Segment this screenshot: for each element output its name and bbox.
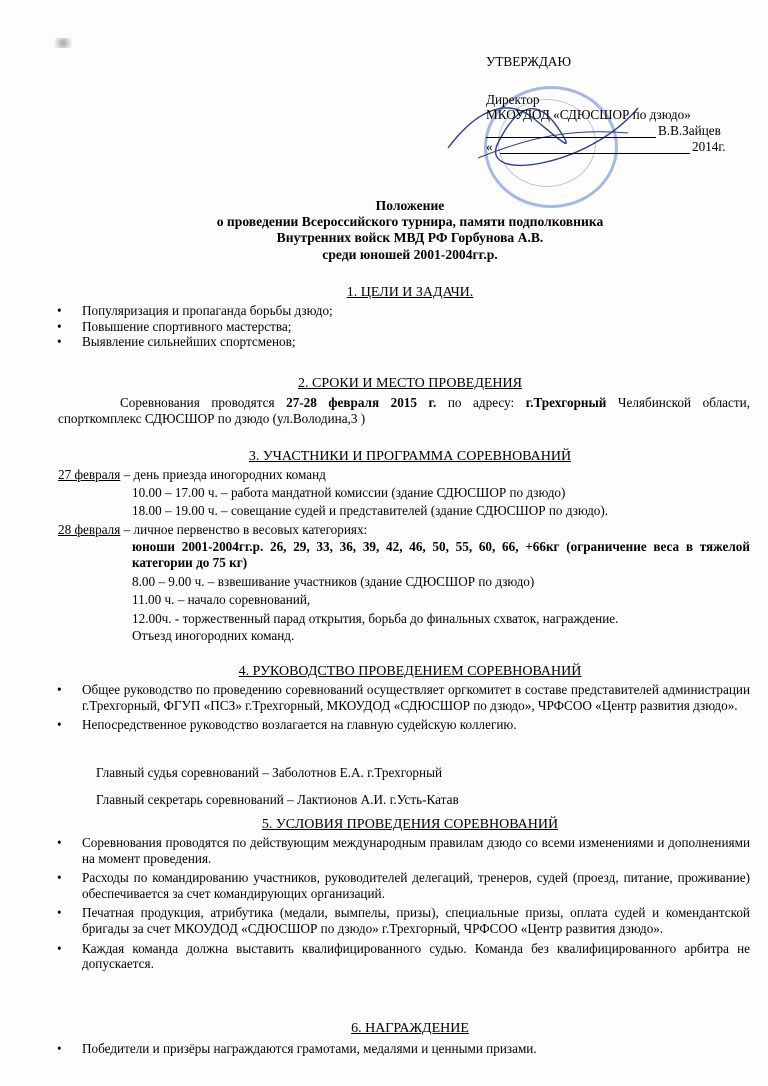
list-item: • Печатная продукция, атрибутика (медали, вымпелы, призы), специальные призы, оплата судей и комендантской бригады за счет МКОУДОД «СДЮСШОР по дзюдо» г.Трехгорный, ЧРФСОО «Центр развития дзюдо». <box>40 905 750 936</box>
section-4-list <box>40 682 750 733</box>
section-3-body <box>58 467 750 644</box>
scan-speck <box>50 38 76 48</box>
list-item: • Победители и призёры награждаются грамотами, медалями и ценными призами. <box>40 1041 750 1057</box>
section-2-paragraph <box>58 395 750 426</box>
list-item: • Расходы по командированию участников, руководителей делегаций, тренеров, судей (проезд, питание, проживание) обеспечивается за счет командирующих организаций. <box>40 870 750 901</box>
day-2-line <box>58 522 750 538</box>
list-item: • Выявление сильнейших спортсменов; <box>40 334 750 350</box>
section-5-title: 5. УСЛОВИЯ ПРОВЕДЕНИЯ СОРЕВНОВАНИЙ <box>261 817 559 832</box>
director-position: Директор <box>486 91 540 107</box>
date-year: 2014г. <box>692 138 726 154</box>
schedule-item: 10.00 – 17.00 ч. – работа мандатной комиссии (здание СДЮСШОР по дзюдо) <box>132 484 566 500</box>
approval-block <box>486 54 748 155</box>
day-1-desc: – день приезда иногородних команд <box>120 467 326 482</box>
signatory-line <box>486 123 748 139</box>
signatory-name: В.В.Зайцев <box>658 122 721 138</box>
weight-categories: юноши 2001-2004гг.р. 26, 29, 33, 36, 39, 42, 46, 50, 55, 60, 66, +66кг (ограничение веса в тяжелой категории до 75 кг) <box>132 539 750 570</box>
chief-judge: Главный судья соревнований – Заболотнов Е.А. г.Трехгорный <box>96 765 443 780</box>
date-open-quote: « <box>486 138 493 154</box>
section-1-title: 1. ЦЕЛИ И ЗАДАЧИ. <box>346 285 474 300</box>
schedule-item: 11.00 ч. – начало соревнований, <box>132 592 311 608</box>
title-line-4: среди юношей 2001-2004гг.р. <box>322 246 498 262</box>
day-1-line <box>58 467 750 483</box>
chief-secretary: Главный секретарь соревнований – Лактионов А.И. г.Усть-Катав <box>96 792 459 807</box>
list-item: • Повышение спортивного мастерства; <box>40 319 750 335</box>
organization-name: МКОУДОД «СДЮСШОР по дзюдо» <box>486 107 691 123</box>
list-item: • Популяризация и пропаганда борьбы дзюдо; <box>40 303 750 319</box>
section-3-title: 3. УЧАСТНИКИ И ПРОГРАММА СОРЕВНОВАНИЙ <box>248 449 572 464</box>
approve-word: УТВЕРЖДАЮ <box>486 54 572 69</box>
s2-text-1: Соревнования проводятся <box>120 395 287 410</box>
title-line-2: о проведении Всероссийского турнира, памяти подполковника <box>216 214 604 230</box>
list-item: • Непосредственное руководство возлагается на главную судейскую коллегию. <box>40 717 750 733</box>
section-6-title: 6. НАГРАЖДЕНИЕ <box>351 1021 469 1036</box>
list-item: • Каждая команда должна выставить квалифицированного судью. Команда без квалифицированного арбитра не допускается. <box>40 941 750 972</box>
schedule-item: 8.00 – 9.00 ч. – взвешивание участников (здание СДЮСШОР по дзюдо) <box>132 573 535 589</box>
schedule-item: 12.00ч. - торжественный парад открытия, борьба до финальных схваток, награждение. <box>132 610 619 626</box>
day-2-desc: – личное первенство в весовых категориях: <box>120 521 368 537</box>
list-item: • Общее руководство по проведению соревнований осуществляет оргкомитет в составе представителей администрации г.Трехгорный, ФГУП «ПСЗ» г.Трехгорный, МКОУДОД «СДЮСШОР по дзюдо», ЧРФСОО «Центр развития дзюдо». <box>40 682 750 713</box>
section-2-title: 2. СРОКИ И МЕСТО ПРОВЕДЕНИЯ <box>297 376 522 391</box>
date-line <box>486 139 748 155</box>
s2-dates: 27-28 февраля 2015 г. <box>286 395 437 410</box>
schedule-item: 18.00 – 19.00 ч. – совещание судей и представителей (здание СДЮСШОР по дзюдо). <box>132 503 609 519</box>
list-item: • Соревнования проводятся по действующим международным правилам дзюдо со всеми изменениями и дополнениями на момент проведения. <box>40 835 750 866</box>
section-4-title: 4. РУКОВОДСТВО ПРОВЕДЕНИЕМ СОРЕВНОВАНИЙ <box>238 664 582 679</box>
s2-text-2: по адресу: <box>436 395 526 410</box>
document-title <box>0 198 768 263</box>
day-2-date: 28 февраля <box>58 521 121 537</box>
schedule-item: Отъезд иногородних команд. <box>132 628 295 644</box>
s2-city: г.Трехгорный <box>525 395 607 410</box>
s2-text-3: Челябинской области, спорткомплекс СДЮСШОР по дзюдо (ул.Володина,3 ) <box>58 395 750 426</box>
day-1-date: 27 февраля <box>58 467 121 482</box>
section-6-list <box>40 1041 750 1057</box>
title-line-3: Внутренних войск МВД РФ Горбунова А.В. <box>276 230 544 246</box>
title-line-1: Положение <box>375 198 445 213</box>
section-5-list <box>40 835 750 972</box>
section-1-list <box>40 303 750 350</box>
